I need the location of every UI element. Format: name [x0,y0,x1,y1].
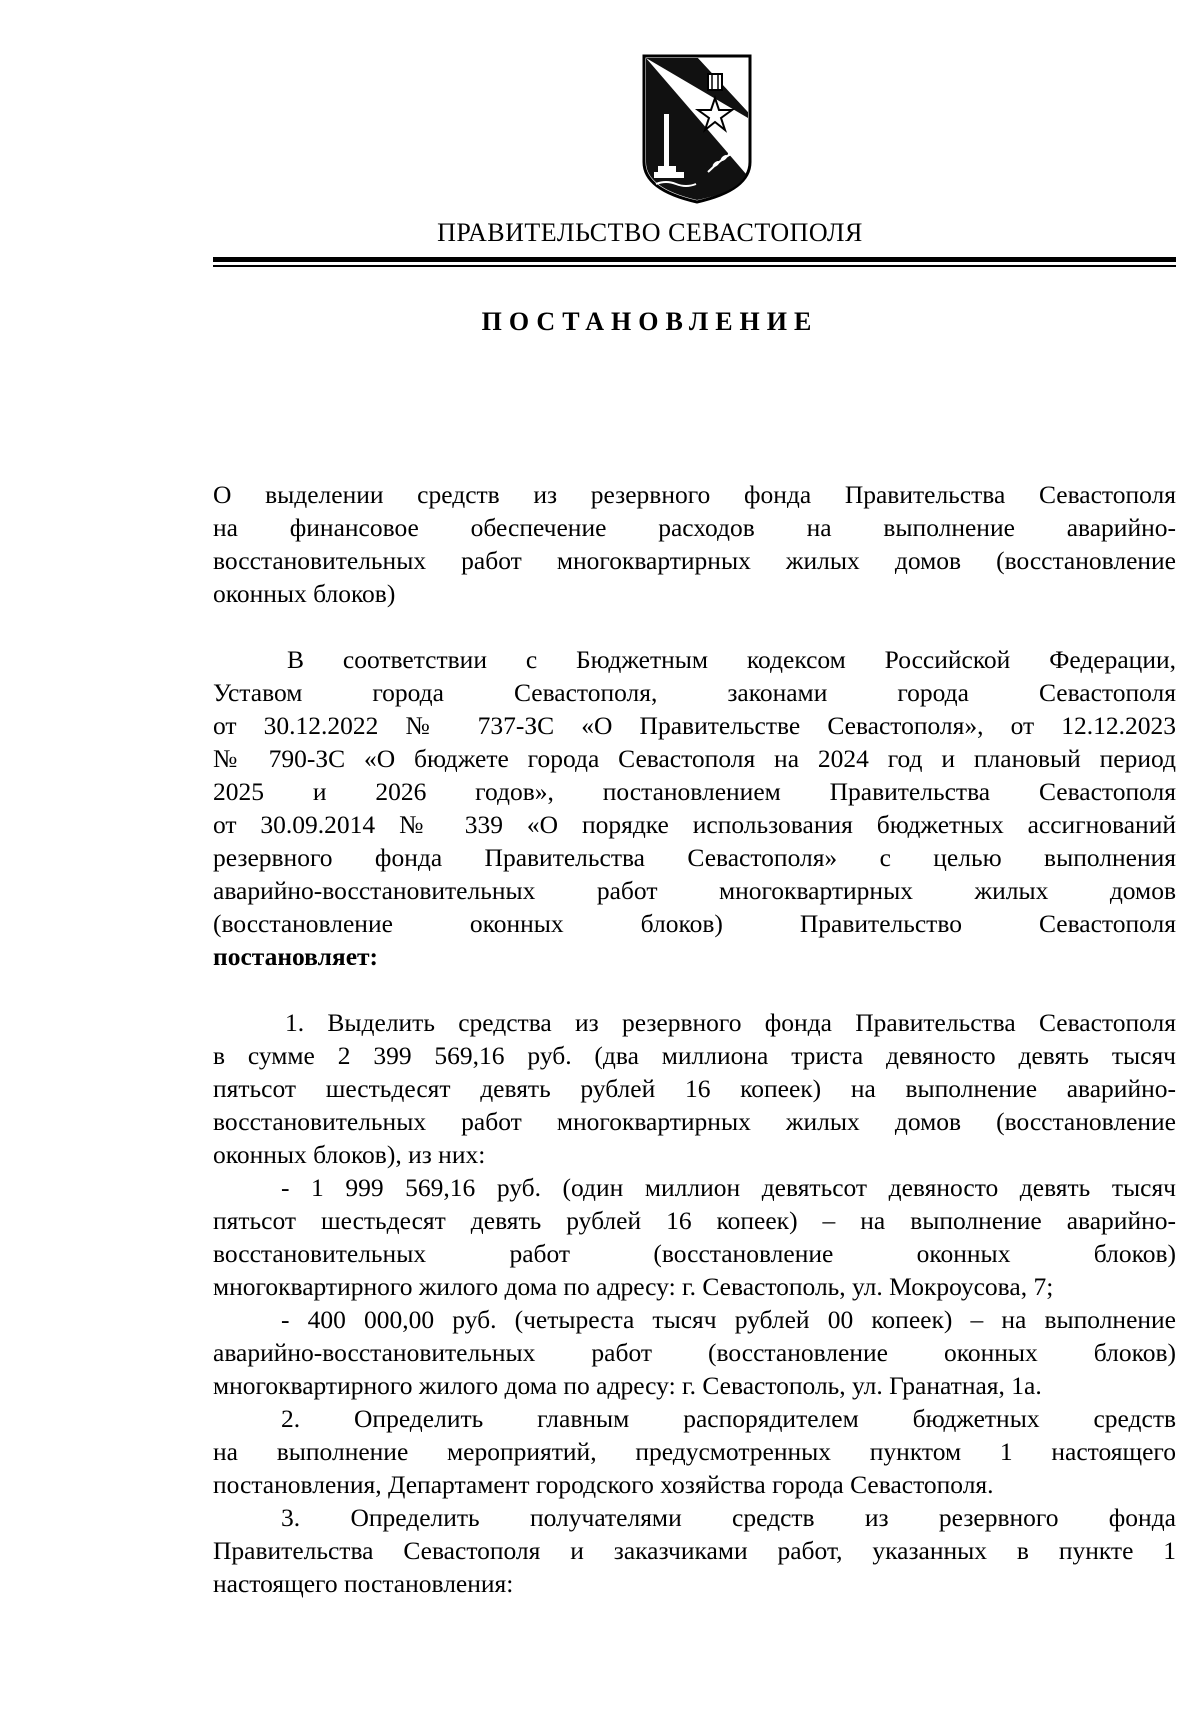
item-2-line: постановления, Департамент городского хозяйства города Севастополя. [213,1470,994,1499]
organization-title: ПРАВИТЕЛЬСТВО СЕВАСТОПОЛЯ [437,218,863,247]
item-1-line: оконных блоков), из них: [213,1140,486,1169]
preamble-line: В соответствии с Бюджетным кодексом Российской Федерации, [287,645,1176,674]
item-1-subitem-line: многоквартирного жилого дома по адресу: г. Севастополь, ул. Гранатная, 1а. [213,1371,1042,1400]
item-2-line: 2. Определить главным распорядителем бюджетных средств [281,1404,1176,1433]
preamble-line: от 30.09.2014 № 339 «О порядке использования бюджетных ассигнований [213,810,1176,839]
item-3-line: Правительства Севастополя и заказчиками работ, указанных в пункте 1 [213,1536,1176,1565]
document-type-title: ПОСТАНОВЛЕНИЕ [481,307,819,336]
preamble-line: аварийно-восстановительных работ многоквартирных жилых домов [213,876,1176,905]
item-1-subitem-line: - 400 000,00 руб. (четыреста тысяч рублей 00 копеек) – на выполнение [281,1305,1176,1334]
preamble-line: Уставом города Севастополя, законами города Севастополя [213,678,1176,707]
item-1-subitem-line: - 1 999 569,16 руб. (один миллион девятьсот девяносто девять тысяч [281,1173,1176,1202]
subject-line: О выделении средств из резервного фонда Правительства Севастополя [213,480,1176,509]
subject-line: на финансовое обеспечение расходов на выполнение аварийно- [213,513,1176,542]
sevastopol-coat-of-arms-icon [638,52,756,204]
preamble-line: от 30.12.2022 № 737-ЗС «О Правительстве Севастополя», от 12.12.2023 [213,711,1176,740]
header-rule-thick [213,257,1176,262]
item-1-subitem-line: пятьсот шестьдесят девять рублей 16 копеек) – на выполнение аварийно- [213,1206,1176,1235]
subject-heading [213,478,1176,610]
resolution-items [213,1006,1176,1600]
item-1-line: пятьсот шестьдесят девять рублей 16 копеек) на выполнение аварийно- [213,1074,1176,1103]
preamble-line: резервного фонда Правительства Севастополя» с целью выполнения [213,843,1176,872]
subject-line: оконных блоков) [213,579,396,608]
item-1-line: восстановительных работ многоквартирных жилых домов (восстановление [213,1107,1176,1136]
item-1-subitem-line: многоквартирного жилого дома по адресу: г. Севастополь, ул. Мокроусова, 7; [213,1272,1054,1301]
preamble-resolves: постановляет: [213,942,379,971]
item-3-line: 3. Определить получателями средств из резервного фонда [281,1503,1176,1532]
preamble-line: (восстановление оконных блоков) Правительство Севастополя [213,909,1176,938]
subject-line: восстановительных работ многоквартирных жилых домов (восстановление [213,546,1176,575]
item-1-line: 1. Выделить средства из резервного фонда Правительства Севастополя [285,1008,1176,1037]
item-2-line: на выполнение мероприятий, предусмотренных пунктом 1 настоящего [213,1437,1176,1466]
preamble-paragraph [213,643,1176,973]
item-1-line: в сумме 2 399 569,16 руб. (два миллиона триста девяносто девять тысяч [213,1041,1176,1070]
item-1-subitem-line: аварийно-восстановительных работ (восстановление оконных блоков) [213,1338,1176,1367]
header-rule-thin [213,265,1176,267]
preamble-line: № 790-ЗС «О бюджете города Севастополя на 2024 год и плановый период [213,744,1176,773]
item-1-subitem-line: восстановительных работ (восстановление оконных блоков) [213,1239,1176,1268]
item-3-line: настоящего постановления: [213,1569,514,1598]
preamble-line: 2025 и 2026 годов», постановлением Правительства Севастополя [213,777,1176,806]
